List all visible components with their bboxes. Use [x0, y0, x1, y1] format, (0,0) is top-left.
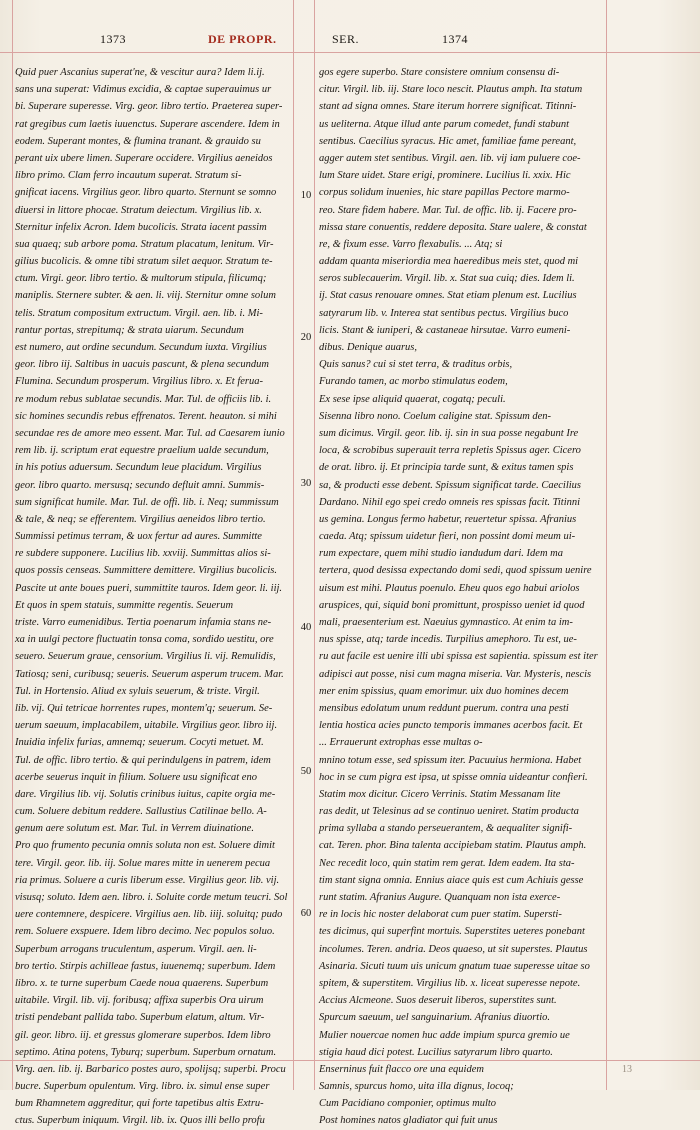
text-line: sum dicimus. Virgil. geor. lib. ij. sin in sua posse negabunt Ire — [319, 427, 579, 439]
text-line: de orat. libro. ij. Et principia tarde sunt, & exitus tamen spis — [319, 462, 574, 474]
text-line: cat. Teren. phor. Bina talenta accipiebam statim. Plautus amph. — [319, 840, 587, 852]
text-line: visusq; soluto. Idem aen. libro. i. Soluite corde metum teucri. Sol — [15, 892, 288, 903]
text-line: rum expectare, quem mihi studio iandudum dari. Idem ma — [319, 548, 563, 560]
text-line: diuersi in littore phocae. Stratum deiectum. Virgilius lib. x. — [15, 204, 262, 216]
ruling-line-right — [606, 0, 607, 1090]
text-line: dare. Virgilius lib. vij. Solutis crinibus iuitus, capite orgia me- — [15, 788, 276, 800]
text-line: stant ad signa omnes. Stare iterum horrere significat. Titinni- — [319, 101, 577, 113]
text-line: bi. Superare superesse. Virg. geor. libro tertio. Praeterea super- — [15, 101, 283, 113]
text-line: gil. geor. libro. iij. et gressus glomerare superbos. Idem libro — [15, 1029, 271, 1041]
text-line: Dardano. Nihil ego spei credo omneis res spissas facit. Titinni — [319, 496, 581, 508]
text-line: lib. vij. Qui tetricae horrentes rupes, montem'q; seuerum. Se- — [15, 702, 273, 714]
running-header — [0, 30, 700, 50]
text-line: Ex sese ipse aliquid quaerat, cogatq; peculi. — [319, 393, 506, 405]
text-line: rem lib. ij. scriptum erat equestre praelium ualde secundum, — [15, 445, 269, 457]
text-line: geor. libro quarto. mersusq; secundo defluit amni. Summis- — [15, 479, 265, 491]
text-line: Sisenna libro nono. Coelum caligine stat. Spissum den- — [319, 410, 552, 422]
text-line: Nec recedit loco, quin statim rem gerat. Idem eadem. Ita sta- — [319, 857, 575, 869]
text-line: Accius Alcmeone. Suos deseruit liberos, superstites sunt. — [319, 995, 557, 1007]
text-line: re, & fixum esse. Varro flexabulis. ... Atq; si — [319, 238, 503, 250]
text-line: septimo. Atina potens, Tyburq; superbum. Superbum ornatum. — [15, 1046, 277, 1058]
ruling-line-gutter-left — [293, 0, 294, 1090]
text-line: tes dicimus, qui superfint mortuis. Superstites ueteres ponebant — [319, 926, 585, 938]
text-line: mali, praesenterium est. Naeuius gymnastico. At enim ta im- — [319, 617, 573, 628]
text-line: Furando tamen, ac morbo stimulatus eodem, — [319, 376, 508, 388]
text-line: stigia haud dici potest. Lucilius satyrarum libro quarto. — [319, 1046, 553, 1058]
text-line: adipisci aut posse, nisi cum magna miseria. Var. Mysteris, nescis — [319, 668, 592, 680]
running-title-continuation: SER. — [332, 32, 360, 46]
text-line: perant uix ubere limen. Superare occidere. Virgilius aeneidos — [15, 152, 273, 164]
text-line: incolumes. Teren. andria. Deos quaeso, ut sit superstes. Plautus — [319, 943, 588, 955]
text-line: Mulier nouercae nomen huc adde impium spurca gremio ue — [319, 1029, 570, 1041]
text-line: missa stare conuentis, reddere deposita. Stare ualere, & constat — [319, 221, 587, 233]
text-line: libro. x. te turne superbum Caede noua quaerens. Superbum — [15, 977, 269, 989]
text-line: Post homines natos gladiator qui fuit unus — [319, 1115, 498, 1127]
text-line: Pro quo frumento pecunia omnis soluta non est. Soluere dimit — [15, 840, 275, 852]
text-line: bro tertio. Stirpis achilleae fastus, iuuenemq; superbum. Idem — [15, 960, 276, 972]
text-line: acerbe seuerus inquit in filium. Soluere usu significat eno — [15, 771, 257, 783]
text-column-left — [15, 64, 291, 1130]
text-line: runt statim. Afranius Augure. Quanquam non ista exerce- — [319, 892, 561, 903]
text-line: lentia hostica acies puncto temporis immanes acerbos facit. Et — [319, 720, 583, 732]
text-line: gos egere superbo. Stare consistere omnium consensu di- — [319, 67, 560, 78]
text-line: rat gregibus cum laetis iuuenctus. Superare ascendere. Idem in — [15, 118, 280, 130]
text-line: licis. Stant & iuniperi, & castaneae hirsutae. Varro eumeni- — [319, 324, 571, 336]
text-line: agger autem stet sentibus. Virgil. aen. lib. vij iam puluere coe- — [319, 152, 581, 164]
text-line: gilius bucolicis. & omne tibi stratum silet aequor. Stratum te- — [15, 256, 273, 268]
text-line: tere. Virgil. geor. lib. iij. Solue mares mitte in uenerem pecua — [15, 857, 271, 869]
text-line: uere contemnere, despicere. Virgilius aen. lib. iiij. soluitq; pudo — [15, 909, 283, 921]
text-line: re subdere supponere. Lucilius lib. xxviij. Summittas alios si- — [15, 548, 271, 560]
text-line: ru aut facile est uenire illi ubi spissa est sapientia. spissum est iter — [319, 651, 598, 663]
text-line: rem. Soluere exspuere. Idem libro decimo. Nec populos soluo. — [15, 926, 275, 938]
text-line: sic homines secundis rebus effrenatos. Terent. heauton. si mihi — [15, 410, 277, 422]
line-number: 60 — [300, 908, 312, 919]
text-line: dibus. Denique auarus, — [319, 342, 417, 353]
text-line: sua quaeq; sub arbore poma. Stratum placatum, lenitum. Vir- — [15, 238, 274, 250]
line-number: 20 — [300, 332, 312, 343]
text-line: Enserninus fuit flacco ore una equidem — [319, 1063, 484, 1075]
text-line: mer enim spissius, quam emorimur. uix duo homines decem — [319, 685, 569, 697]
text-line: Superbum arrogans truculentum, asperum. Virgil. aen. li- — [15, 943, 257, 955]
text-line: Tul. in Hortensio. Aliud ex syluis seuerum, & triste. Virgil. — [15, 685, 260, 697]
margin-mark: 13 — [622, 1064, 632, 1075]
text-line: sum significat humile. Mar. Tul. de offi. lib. i. Neq; summissum — [15, 496, 279, 508]
text-line: seros sublecauerim. Virgil. lib. x. Stat sua cuiq; dies. Idem li. — [319, 273, 575, 285]
text-line: Quid puer Ascanius superat'ne, & vescitur aura? Idem li.ij. — [15, 67, 265, 78]
text-line: ctum. Virgi. geor. libro tertio. & multorum stipula, filicumq; — [15, 273, 267, 285]
text-line: Virg. aen. lib. ij. Barbarico postes auro, spolijsq; superbi. Procu — [15, 1063, 286, 1075]
text-line: satyrarum lib. v. Interea stat sentibus pectus. Virgilius buco — [319, 307, 569, 319]
text-line: tristi pendebant pallida tabo. Superbum elatum, altum. Vir- — [15, 1012, 265, 1024]
text-line: sans una superat: Vidimus excidia, & captae superauimus ur — [15, 84, 272, 96]
text-line: aruspices, qui, siquid boni promittunt, prospisso ueniet id quod — [319, 599, 585, 611]
text-line: Statim mox dicitur. Cicero Verrinis. Statim Messanam lite — [319, 788, 561, 800]
text-line: ij. Stat casus renouare omnes. Stat etiam plenum est. Lucilius — [319, 290, 577, 302]
text-line: tertera, quod desissa expectando domi sedi, quod spissum uenire — [319, 565, 592, 577]
ruling-line-gutter-right — [314, 0, 315, 1090]
text-line: geor. libro iij. Saltibus in uacuis pascunt, & plena secundum — [15, 359, 269, 371]
text-line: in his potius aduersum. Secundum leue placidum. Virgilius — [15, 462, 262, 474]
line-number: 40 — [300, 622, 312, 633]
text-line: spitem, & superstitem. Virgilius lib. x. liceat superesse nepote. — [319, 977, 581, 989]
text-line: nus spisse, atq; tarde incedis. Turpilius amephoro. Tu est, ue- — [319, 634, 577, 646]
text-line: libro primo. Clam ferro incautum superat. Stratum si- — [15, 170, 242, 182]
text-line: ... Errauerunt extrophas esse multas o- — [319, 737, 483, 749]
text-line: prima syllaba a stando perseuerantem, & aequaliter signifi- — [319, 823, 573, 835]
text-line: loca, & scrobibus superauit terra repletis Spissus ager. Cicero — [319, 445, 581, 457]
text-line: quos possis censeas. Summittere demittere. Virgilius bucolicis. — [15, 565, 277, 577]
page-number-right: 1374 — [442, 32, 468, 46]
running-title: DE PROPR. — [208, 32, 277, 46]
text-line: lum Stare uidet. Stare erigi, prominere. Lucilius li. xxix. Hic — [319, 170, 571, 182]
page-number-left: 1373 — [100, 32, 126, 46]
text-line: & tale, & neq; se efferentem. Virgilius aeneidos libro tertio. — [15, 513, 266, 525]
text-line: eodem. Superant montes, & flumina tranant. & grauido su — [15, 135, 261, 147]
text-line: rantur portas, strepitumq; & strata uiarum. Secundum — [15, 324, 244, 336]
line-number: 30 — [300, 478, 312, 489]
text-line: tim stant signa omnia. Ennius aiace quis est cum Achiuis gesse — [319, 874, 584, 886]
text-line: uerum saeuum, implacabilem, uitabile. Virgilius geor. libro iij. — [15, 720, 278, 732]
text-line: hoc in se cum pigra est ipsa, ut spisse omnia uideantur confieri. — [319, 771, 588, 783]
text-line: sentibus. Caecilius syracus. Hic amet, familiae fame pereant, — [319, 135, 577, 147]
text-line: re in locis hic noster delaborat cum puer statim. Supersti- — [319, 909, 562, 921]
text-column-right — [319, 64, 601, 1130]
text-line: Inuidia infelix furias, amnemq; seuerum. Cocyti metuet. M. — [15, 737, 264, 749]
text-line: Et quos in spem statuis, summitte regentis. Seuerum — [15, 599, 234, 611]
line-number: 10 — [300, 190, 312, 201]
text-line: Samnis, spurcus homo, uita illa dignus, locoq; — [319, 1081, 514, 1093]
text-line: gnificat iacens. Virgilius geor. libro quarto. Sternunt se somno — [15, 187, 277, 199]
text-line: ras dedit, ut Telesinus ad se continuo ueniret. Statim producta — [319, 806, 579, 818]
text-line: maniplis. Sternere subter. & aen. li. viij. Sternitur omne solum — [15, 290, 276, 302]
text-line: addam quanta miseriordia mea haeredibus meis stet, quod mi — [319, 256, 579, 268]
text-line: Tul. de offic. libro tertio. & qui perindulgens in patrem, idem — [15, 754, 271, 766]
text-line: cum. Soluere debitum reddere. Sallustius Catilinae bello. A- — [15, 806, 267, 818]
text-line: reo. Stare fidem habere. Mar. Tul. de offic. lib. ij. Facere pro- — [319, 204, 577, 216]
text-line: uisum est mihi. Plautus poenulo. Eheu quos ego habui ariolos — [319, 582, 580, 594]
text-line: Asinaria. Sicuti tuum uis unicum gnatum tuae superesse uitae so — [319, 960, 590, 972]
text-line: uitabile. Virgil. lib. vij. foribusq; affixa superbis Ora uirum — [15, 995, 264, 1007]
line-number: 50 — [300, 766, 312, 777]
text-line: Flumina. Secundum prosperum. Virgilius libro. x. Et ferua- — [15, 376, 263, 388]
text-line: mensibus edolatum unum reddunt puerum. contra una pesti — [319, 702, 569, 714]
text-line: us ueliterna. Atque illud ante parum comedet, fundi stabunt — [319, 118, 570, 130]
text-line: citur. Virgil. lib. iij. Stare loco nescit. Plautus amph. Ita statum — [319, 84, 583, 96]
text-line: Quis sanus? cui si stet terra, & traditus orbis, — [319, 359, 513, 371]
text-line: Tatiosq; seni, curibusq; seueris. Seuerum asperum trucem. Mar. — [15, 668, 284, 680]
text-line: seuero. Seuerum graue, censorium. Virgilius li. vij. Remulidis, — [15, 651, 276, 663]
text-line: xa in uulgi pectore fluctuatin tonsa coma, sordido uestitu, ore — [15, 634, 274, 646]
text-line: ctus. Superbum iniquum. Virgil. lib. ix. Quos illi bello profu — [15, 1115, 265, 1127]
text-line: Pascite ut ante boues pueri, summittite tauros. Idem geor. li. iij. — [15, 582, 283, 594]
text-line: telis. Stratum compositum extructum. Virgil. aen. lib. i. Mi- — [15, 307, 263, 319]
text-line: est numero, aut ordine secundum. Secundum iuxta. Virgilius — [15, 342, 267, 353]
text-line: ria primus. Soluere a curis liberum esse. Virgilius geor. lib. vij. — [15, 874, 280, 886]
text-line: Spurcum saeuum, uel sanguinarium. Afranius diuortio. — [319, 1012, 551, 1024]
text-line: corpus solidum inuenies, hic stare papillas Pectore marmo- — [319, 187, 570, 199]
text-line: re modum rebus sublatae secundis. Mar. Tul. de officiis lib. i. — [15, 393, 272, 405]
text-line: secundae res de amore meo essent. Mar. Tul. ad Caesarem iunio — [15, 427, 285, 439]
text-line: triste. Varro eumenidibus. Tertia poenarum infamia stans ne- — [15, 617, 272, 628]
text-line: bucre. Superbum opulentum. Virg. libro. ix. simul ense super — [15, 1081, 270, 1093]
text-line: sa, & producti esse debent. Spissum significat tarde. Caecilius — [319, 479, 581, 491]
text-line: mnino totum esse, sed spissum iter. Pacuuius hermiona. Habet — [319, 754, 582, 766]
ruling-line-left — [12, 0, 13, 1090]
text-line: Cum Pacidiano componier, optimus multo — [319, 1098, 497, 1110]
text-line: caeda. Atq; spissum uidetur fieri, non possint domi meum ui- — [319, 531, 576, 543]
text-line: genum aere solutum est. Mar. Tul. in Verrem diuinatione. — [15, 823, 254, 835]
ruling-line-top — [0, 52, 700, 53]
text-line: bum Rhamnetem aggreditur, qui forte tapetibus altis Extru- — [15, 1098, 264, 1110]
text-line: us gemina. Longus fermo habetur, reuertetur spissa. Afranius — [319, 513, 577, 525]
text-line: Summissi petimus terram, & uox fertur ad aures. Summitte — [15, 531, 262, 543]
text-line: Sternitur infelix Acron. Idem bucolicis. Strata iacent passim — [15, 221, 267, 233]
